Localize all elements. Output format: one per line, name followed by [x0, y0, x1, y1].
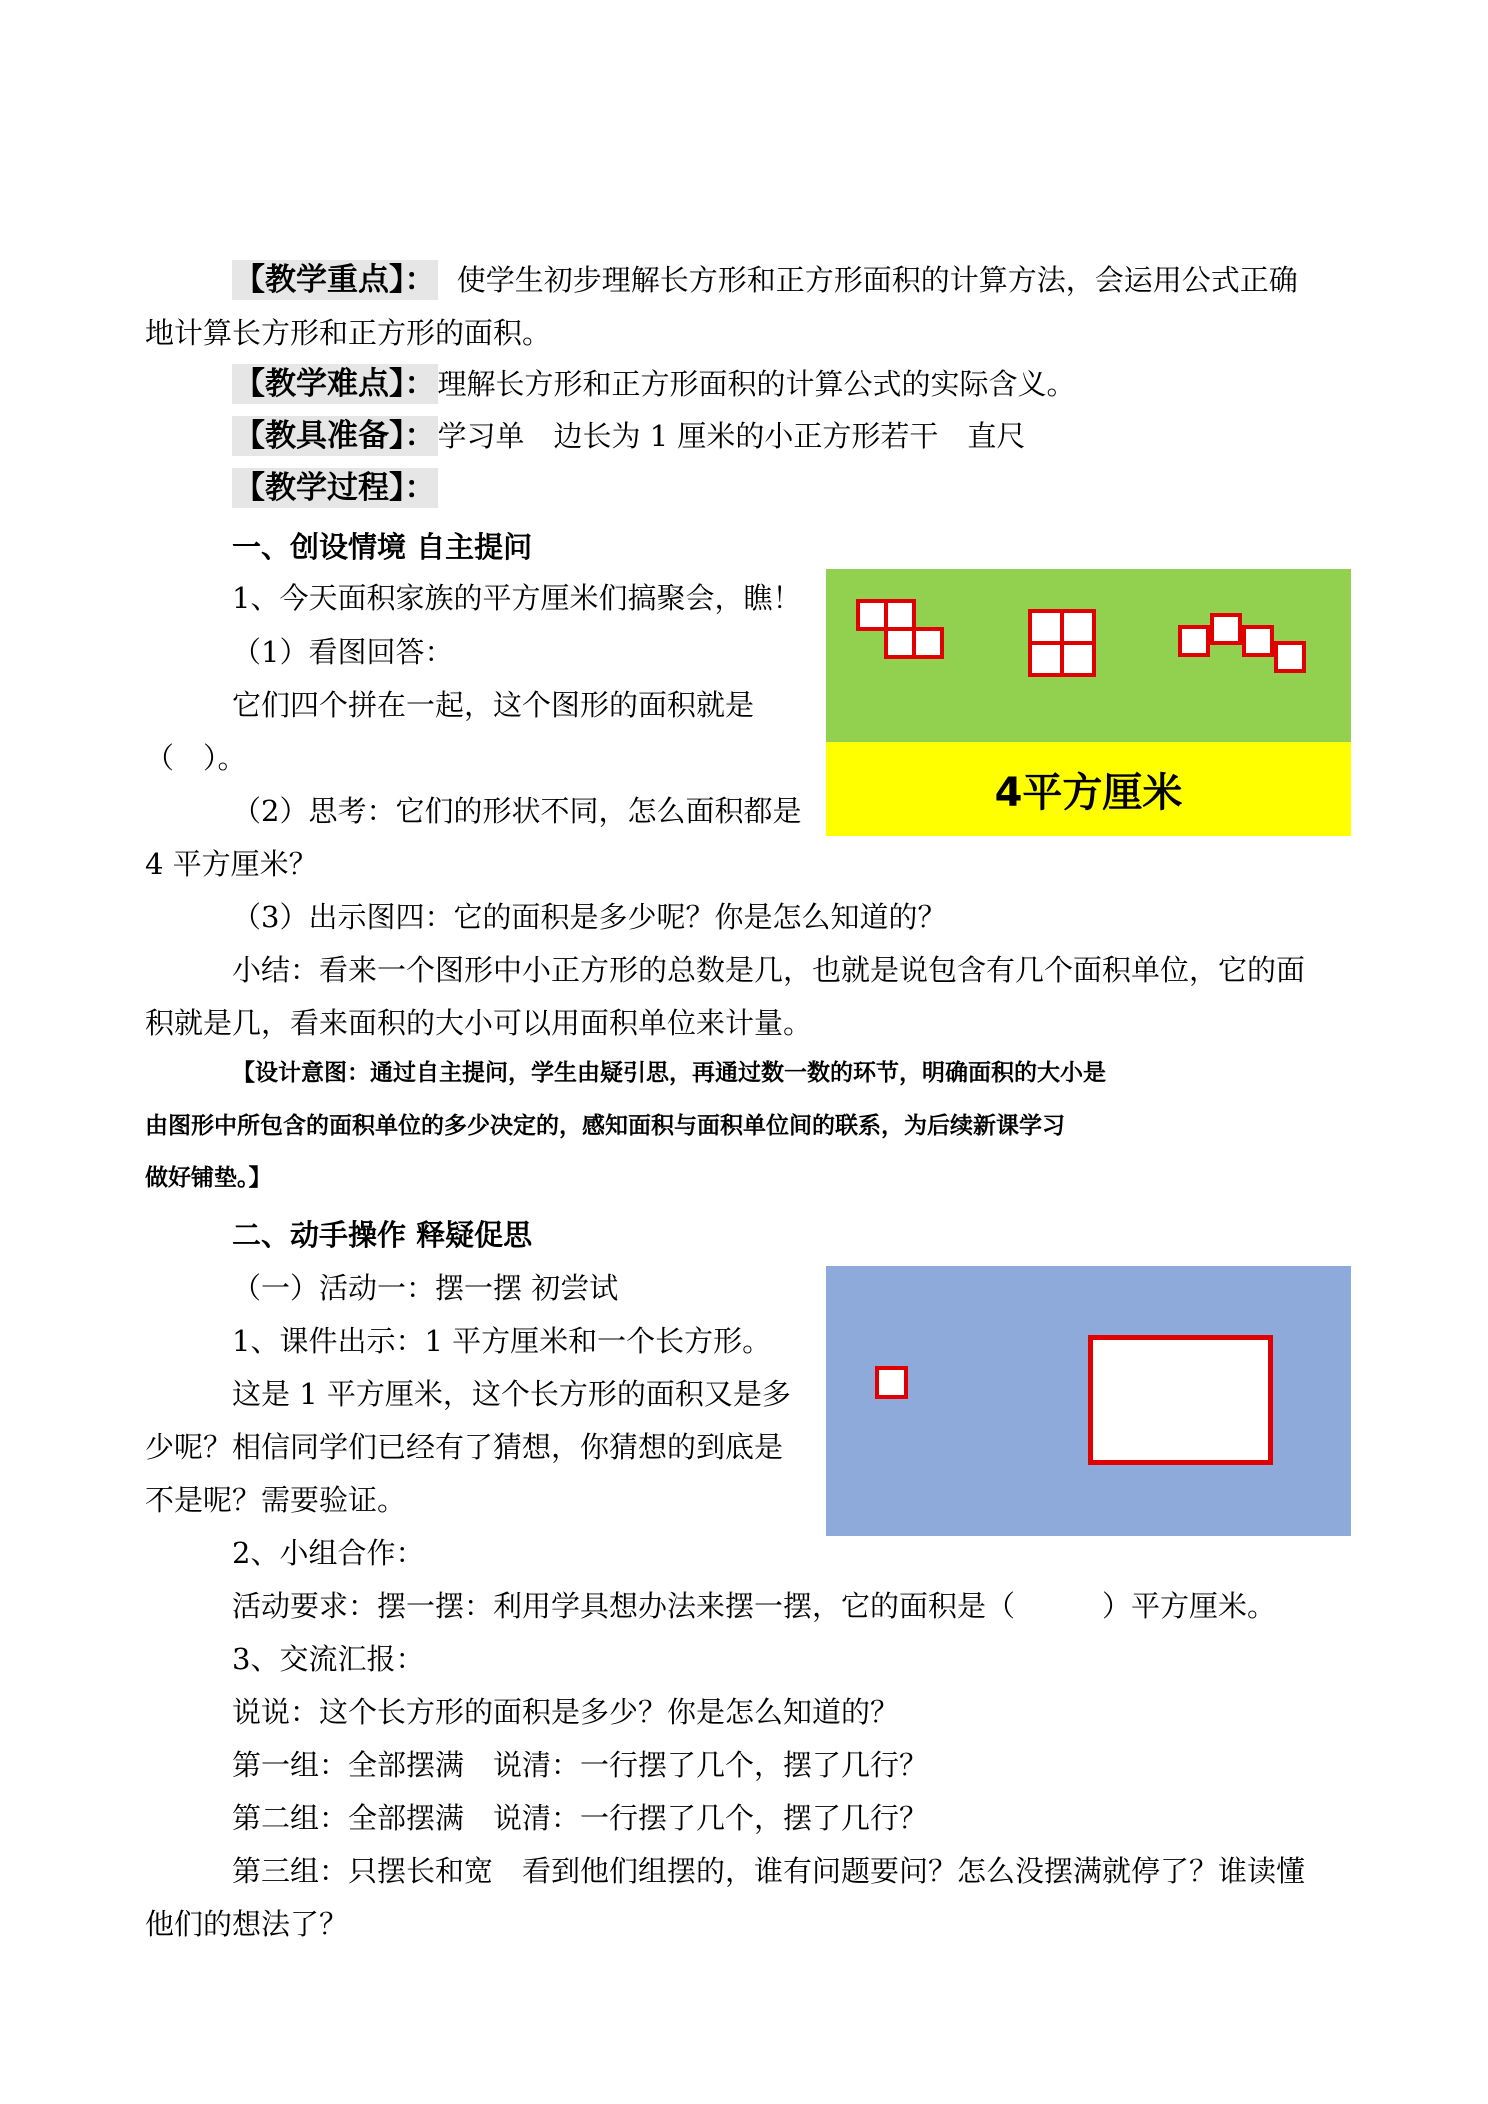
section1-l7: （3）出示图四：它的面积是多少呢？你是怎么知道的？	[232, 900, 947, 934]
unit-square	[1028, 641, 1064, 677]
unit-square	[1274, 641, 1306, 673]
section1-l3: 它们四个拼在一起，这个图形的面积就是	[232, 688, 755, 722]
key-points-text: 使学生初步理解长方形和正方形面积的计算方法，会运用公式正确	[456, 263, 1298, 297]
unit-square	[1178, 625, 1210, 657]
unit-square	[1060, 609, 1096, 645]
section1-l1: 1、今天面积家族的平方厘米们搞聚会，瞧！	[232, 581, 802, 615]
unit-square	[1242, 625, 1274, 657]
section1-l5: （2）思考：它们的形状不同，怎么面积都是	[232, 794, 802, 828]
design-intent-l1: 【设计意图：通过自主提问，学生由疑引思，再通过数一数的环节，明确面积的大小是	[232, 1060, 1106, 1086]
design-intent-l3: 做好铺垫。】	[145, 1165, 272, 1191]
section2-l10: 第一组：全部摆满 说清：一行摆了几个，摆了几行？	[232, 1748, 929, 1782]
section1-l9: 积就是几，看来面积的大小可以用面积单位来计量。	[145, 1006, 813, 1040]
figure1-shapes-area	[826, 569, 1351, 742]
section2-l2: 1、课件出示：1 平方厘米和一个长方形。	[232, 1324, 772, 1358]
process-line	[232, 468, 438, 508]
unit-square	[1028, 609, 1064, 645]
section2-l12: 第三组：只摆长和宽 看到他们组摆的，谁有问题要问？怎么没摆满就停了？谁读懂	[232, 1854, 1306, 1888]
unit-square	[1060, 641, 1096, 677]
section2-l3: 这是 1 平方厘米，这个长方形的面积又是多	[232, 1377, 791, 1411]
section2-l5: 不是呢？需要验证。	[145, 1483, 407, 1517]
figure-four-square-shapes	[826, 569, 1351, 836]
materials-line	[232, 416, 1025, 456]
section1-l2: （1）看图回答：	[232, 635, 454, 669]
section2-l7: 活动要求：摆一摆：利用学具想办法来摆一摆，它的面积是（ ）平方厘米。	[232, 1589, 1277, 1623]
section2-l8: 3、交流汇报：	[232, 1642, 425, 1676]
design-intent-l2: 由图形中所包含的面积单位的多少决定的，感知面积与面积单位间的联系，为后续新课学习	[145, 1113, 1065, 1139]
unit-square	[1210, 613, 1242, 645]
section1-l4: （ ）。	[145, 741, 247, 775]
section1-l6: 4 平方厘米？	[145, 847, 318, 881]
figure1-caption-band	[826, 742, 1351, 836]
unit-square	[912, 627, 944, 659]
materials-text: 学习单 边长为 1 厘米的小正方形若干 直尺	[437, 419, 1026, 453]
section2-l9: 说说：这个长方形的面积是多少？你是怎么知道的？	[232, 1695, 900, 1729]
process-tag: 【教学过程】：	[234, 470, 436, 506]
figure1-caption: 4平方厘米	[994, 769, 1183, 816]
difficulty-tag: 【教学难点】：	[234, 366, 436, 402]
unit-square	[875, 1366, 908, 1399]
section2-l4: 少呢？相信同学们已经有了猜想，你猜想的到底是	[145, 1430, 784, 1464]
section2-l11: 第二组：全部摆满 说清：一行摆了几个，摆了几行？	[232, 1801, 929, 1835]
section1-heading: 一、创设情境 自主提问	[232, 530, 533, 564]
section2-l6: 2、小组合作：	[232, 1536, 425, 1570]
figure-unit-square-and-rectangle	[826, 1266, 1351, 1536]
section2-l1: （一）活动一：摆一摆 初尝试	[232, 1271, 619, 1305]
key-points-tag: 【教学重点】：	[234, 262, 436, 298]
rectangle	[1088, 1335, 1273, 1465]
section2-l13: 他们的想法了？	[145, 1907, 349, 1941]
materials-tag: 【教具准备】：	[234, 418, 436, 454]
key-points-line	[232, 260, 1298, 300]
key-points-text-cont: 地计算长方形和正方形的面积。	[145, 316, 552, 350]
section2-heading: 二、动手操作 释疑促思	[232, 1218, 533, 1252]
difficulty-line	[232, 364, 1076, 404]
difficulty-text: 理解长方形和正方形面积的计算公式的实际含义。	[437, 367, 1076, 401]
section1-l8: 小结：看来一个图形中小正方形的总数是几，也就是说包含有几个面积单位，它的面	[232, 953, 1306, 987]
